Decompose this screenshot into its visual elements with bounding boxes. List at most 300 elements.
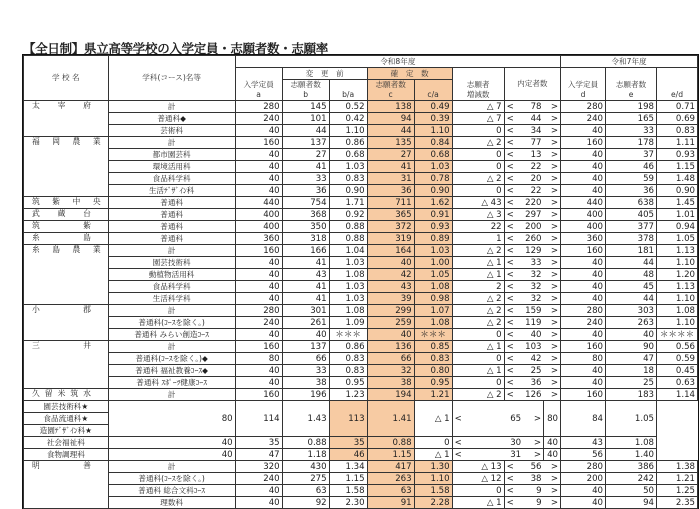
admissions-table xyxy=(23,55,698,509)
capacity-d: 200 xyxy=(561,473,606,485)
gt-symbol: > xyxy=(544,113,561,125)
applicants-e: 198 xyxy=(606,101,657,113)
capacity-a: 400 xyxy=(235,209,282,221)
applicants-b: 35 xyxy=(235,437,282,449)
gt-symbol: > xyxy=(544,221,561,233)
gt-symbol: > xyxy=(544,233,561,245)
table-row xyxy=(24,485,698,497)
applicants-e: 25 xyxy=(606,377,657,389)
applicants-c: 66 xyxy=(367,353,414,365)
lt-symbol: < xyxy=(504,149,523,161)
ratio-ca: 0.80 xyxy=(414,365,452,377)
gt-symbol: > xyxy=(544,137,561,149)
capacity-a: 240 xyxy=(235,473,282,485)
naitei-count: 22 xyxy=(523,185,543,197)
capacity-a: 40 xyxy=(235,149,282,161)
capacity-d: 40 xyxy=(561,365,606,377)
capacity-d: 40 xyxy=(561,281,606,293)
ratio-ba: 0.86 xyxy=(329,341,367,353)
increase: 0 xyxy=(452,329,504,341)
capacity-d: 440 xyxy=(561,197,606,209)
naitei-count: 126 xyxy=(525,389,542,400)
header-applicants-b: 志願者数 b xyxy=(282,80,329,101)
applicants-b: 36 xyxy=(282,185,329,197)
increase: △ 2 xyxy=(452,245,504,257)
dept-name: 食品科学科 xyxy=(108,173,235,185)
header-dept: 学科(コース)名等 xyxy=(108,56,235,101)
ratio-ba: 1.23 xyxy=(329,389,367,401)
ratio-ca: 0.39 xyxy=(414,113,452,125)
gt-symbol: > xyxy=(523,437,543,449)
dept-name: 動植物活用科 xyxy=(108,269,235,281)
table-row xyxy=(24,125,698,137)
header-naitei: 内定者数 xyxy=(504,68,560,101)
applicants-b: 430 xyxy=(282,461,329,473)
ratio-ed: 0.90 xyxy=(657,185,698,197)
gt-symbol: > xyxy=(544,209,561,221)
page-title: 【全日制】県立高等学校の入学定員・志願者数・志願率 xyxy=(23,41,329,56)
gt-symbol: > xyxy=(544,317,561,329)
table-row xyxy=(24,353,698,365)
capacity-a: 40 xyxy=(235,173,282,185)
ratio-ed: 1.21 xyxy=(657,473,698,485)
applicants-e: 56 xyxy=(561,449,606,461)
ratio-ca: 1.00 xyxy=(414,257,452,269)
table-row xyxy=(24,317,698,329)
applicants-b: 38 xyxy=(282,377,329,389)
table-row xyxy=(24,437,698,449)
table-row xyxy=(24,401,698,413)
lt-symbol: < xyxy=(504,113,523,125)
table-row xyxy=(24,185,698,197)
applicants-e: 263 xyxy=(606,317,657,329)
capacity-d: 40 xyxy=(561,161,606,173)
ratio-ba: 0.90 xyxy=(329,185,367,197)
increase: 0 xyxy=(452,185,504,197)
table-row xyxy=(24,293,698,305)
table-row xyxy=(24,269,698,281)
capacity-d: 400 xyxy=(561,209,606,221)
naitei-count: 40 xyxy=(523,329,543,341)
increase: △ 7 xyxy=(452,113,504,125)
capacity-d: 280 xyxy=(561,305,606,317)
applicants-b: 368 xyxy=(282,209,329,221)
gt-symbol: > xyxy=(544,473,561,485)
lt-symbol: < xyxy=(504,377,523,389)
ratio-ba: 1.03 xyxy=(329,281,367,293)
capacity-a: 80 xyxy=(235,353,282,365)
header-capacity-a: 入学定員 a xyxy=(235,68,282,101)
applicants-b: 47 xyxy=(235,449,282,461)
applicants-e: 386 xyxy=(606,461,657,473)
ratio-ba: 1.03 xyxy=(329,257,367,269)
naitei-count: 38 xyxy=(523,473,543,485)
lt-symbol: < xyxy=(504,173,523,185)
naitei-count: 65 xyxy=(504,401,523,437)
increase: △ 2 xyxy=(452,317,504,329)
applicants-e: 90 xyxy=(606,341,657,353)
ratio-ca: 1.15 xyxy=(367,449,414,461)
applicants-c: 31 xyxy=(367,173,414,185)
table-row xyxy=(24,197,698,209)
lt-symbol: < xyxy=(504,161,523,173)
applicants-c: 135 xyxy=(367,137,414,149)
ratio-ed: 1.40 xyxy=(606,449,657,461)
ratio-ca: 1.05 xyxy=(414,269,452,281)
applicants-e: 181 xyxy=(606,245,657,257)
table-row xyxy=(24,233,698,245)
gt-symbol: > xyxy=(544,185,561,197)
applicants-b: 301 xyxy=(282,305,329,317)
increase: 0 xyxy=(452,161,504,173)
ratio-ca: 0.78 xyxy=(414,173,452,185)
capacity-d: 280 xyxy=(561,101,606,113)
applicants-c: 299 xyxy=(367,305,414,317)
applicants-e: 18 xyxy=(606,365,657,377)
ratio-ed: 1.10 xyxy=(657,293,698,305)
table-row xyxy=(24,245,698,257)
increase: △ 1 xyxy=(414,401,452,437)
applicants-b: 43 xyxy=(282,269,329,281)
dept-name: 計 xyxy=(108,305,235,317)
applicants-e: 405 xyxy=(606,209,657,221)
applicants-c: 27 xyxy=(367,149,414,161)
increase: △ 1 xyxy=(452,365,504,377)
capacity-d: 400 xyxy=(561,221,606,233)
table-row xyxy=(24,149,698,161)
applicants-b: 114 xyxy=(235,401,282,437)
applicants-e: 59 xyxy=(606,173,657,185)
ratio-ca: 1.07 xyxy=(414,305,452,317)
ratio-ed: 0.59 xyxy=(657,353,698,365)
naitei-count: 31 xyxy=(504,449,523,461)
ratio-ca: 1.62 xyxy=(414,197,452,209)
applicants-b: 41 xyxy=(282,161,329,173)
header-applicants-c: 志願者数 c xyxy=(367,80,414,101)
dept-name: 普通科 xyxy=(108,209,235,221)
header-ca: c/a xyxy=(414,80,452,101)
school-name: 筑 紫 中 央 xyxy=(24,197,109,209)
increase: 0 xyxy=(452,353,504,365)
gt-symbol: > xyxy=(544,245,561,257)
increase: △ 2 xyxy=(452,173,504,185)
ratio-ca: 1.08 xyxy=(414,317,452,329)
ratio-ed: 1.05 xyxy=(606,401,657,437)
header-r8: 令和8年度 xyxy=(235,56,560,68)
applicants-b: 261 xyxy=(282,317,329,329)
ratio-ca: ＊＊＊ xyxy=(414,329,452,341)
increase: △ 2 xyxy=(452,389,504,401)
increase: △ 7 xyxy=(452,101,504,113)
applicants-c: 136 xyxy=(367,341,414,353)
applicants-c: 711 xyxy=(367,197,414,209)
capacity-a: 40 xyxy=(235,485,282,497)
applicants-c: 41 xyxy=(367,161,414,173)
applicants-e: 183 xyxy=(606,389,657,401)
gt-symbol: > xyxy=(544,161,561,173)
school-name: 筑 紫 xyxy=(24,221,109,233)
applicants-c: 32 xyxy=(367,365,414,377)
table-row xyxy=(24,449,698,461)
ratio-ba: 0.88 xyxy=(329,221,367,233)
increase: 2 xyxy=(452,281,504,293)
capacity-a: 160 xyxy=(235,341,282,353)
ratio-ed: 1.11 xyxy=(657,137,698,149)
capacity-d: 40 xyxy=(561,125,606,137)
dept-name: 園芸技術科★ xyxy=(24,401,109,413)
lt-symbol: < xyxy=(504,101,523,113)
ratio-ba: 0.95 xyxy=(329,377,367,389)
ratio-ba: 1.58 xyxy=(329,485,367,497)
capacity-d: 160 xyxy=(561,137,606,149)
increase: △ 2 xyxy=(452,137,504,149)
applicants-e: 242 xyxy=(606,473,657,485)
applicants-b: 40 xyxy=(282,329,329,341)
gt-symbol: > xyxy=(523,401,543,437)
header-applicants-e: 志願者数 e xyxy=(606,68,657,101)
capacity-d: 360 xyxy=(561,233,606,245)
ratio-ed: 1.25 xyxy=(657,485,698,497)
gt-symbol: > xyxy=(544,353,561,365)
ratio-ba: 1.09 xyxy=(329,317,367,329)
lt-symbol: < xyxy=(452,401,504,437)
capacity-d: 40 xyxy=(561,149,606,161)
naitei-count: 119 xyxy=(525,317,542,328)
applicants-c: 259 xyxy=(367,317,414,329)
dept-name: 生活ﾃﾞｻﾞｲﾝ科 xyxy=(108,185,235,197)
applicants-b: 137 xyxy=(282,137,329,149)
gt-symbol: > xyxy=(523,449,543,461)
dept-name: 社会福祉科 xyxy=(24,437,109,449)
dept-name: 造園ﾃﾞｻﾞｲﾝ科★ xyxy=(24,425,109,437)
capacity-d: 80 xyxy=(544,401,561,437)
table-row xyxy=(24,101,698,113)
ratio-ba: 1.18 xyxy=(282,449,329,461)
increase: 22 xyxy=(452,221,504,233)
lt-symbol: < xyxy=(504,317,523,329)
lt-symbol: < xyxy=(504,245,523,257)
ratio-ca: 0.49 xyxy=(414,101,452,113)
capacity-d: 40 xyxy=(561,185,606,197)
capacity-d: 160 xyxy=(561,389,606,401)
dept-name: 食品流通科★ xyxy=(24,413,109,425)
capacity-a: 80 xyxy=(108,401,235,437)
ratio-ca: 1.30 xyxy=(414,461,452,473)
ratio-ca: 0.83 xyxy=(414,353,452,365)
lt-symbol: < xyxy=(504,209,523,221)
naitei-count: 297 xyxy=(525,209,542,220)
ratio-ed: ＊＊＊＊ xyxy=(657,329,698,341)
applicants-b: 275 xyxy=(282,473,329,485)
applicants-b: 63 xyxy=(282,485,329,497)
lt-symbol: < xyxy=(504,365,523,377)
capacity-a: 320 xyxy=(235,461,282,473)
header-r7: 令和7年度 xyxy=(561,56,698,68)
dept-name: 普通科 xyxy=(108,197,235,209)
capacity-a: 40 xyxy=(108,449,235,461)
table-row xyxy=(24,257,698,269)
naitei-count: 260 xyxy=(525,233,542,244)
applicants-c: 138 xyxy=(367,101,414,113)
table-row xyxy=(24,461,698,473)
school-name: 糸 島 xyxy=(24,233,109,245)
applicants-c: 63 xyxy=(367,485,414,497)
gt-symbol: > xyxy=(544,257,561,269)
ratio-ca: 1.08 xyxy=(414,281,452,293)
school-name: 太 宰 府 xyxy=(24,101,109,137)
ratio-ba: 1.08 xyxy=(329,269,367,281)
applicants-c: 319 xyxy=(367,233,414,245)
dept-name: 普通科(ｺｰｽを除く。) xyxy=(108,317,235,329)
capacity-d: 240 xyxy=(561,113,606,125)
naitei-count: 56 xyxy=(523,461,543,473)
school-name: 武 蔵 台 xyxy=(24,209,109,221)
lt-symbol: < xyxy=(504,281,523,293)
capacity-a: 40 xyxy=(235,293,282,305)
table-row xyxy=(24,173,698,185)
increase: 0 xyxy=(452,485,504,497)
applicants-e: 378 xyxy=(606,233,657,245)
header-confirmed: 確 定 数 xyxy=(367,68,452,80)
ratio-ba: ＊＊＊ xyxy=(329,329,367,341)
ratio-ba: 1.10 xyxy=(329,125,367,137)
naitei-count: 78 xyxy=(523,101,543,113)
naitei-count: 9 xyxy=(523,485,543,497)
applicants-b: 318 xyxy=(282,233,329,245)
applicants-c: 44 xyxy=(367,125,414,137)
ratio-ca: 1.03 xyxy=(414,245,452,257)
dept-name: 計 xyxy=(108,389,235,401)
gt-symbol: > xyxy=(544,173,561,185)
dept-name: 普通科(ｺｰｽを除く。)◆ xyxy=(108,353,235,365)
applicants-b: 66 xyxy=(282,353,329,365)
school-name: 福 岡 農 業 xyxy=(24,137,109,197)
lt-symbol: < xyxy=(504,125,523,137)
increase: 0 xyxy=(414,437,452,449)
applicants-e: 36 xyxy=(606,185,657,197)
ratio-ed: 0.71 xyxy=(657,101,698,113)
header-before-change: 変 更 前 xyxy=(282,68,367,80)
capacity-a: 160 xyxy=(235,137,282,149)
ratio-ca: 0.91 xyxy=(414,209,452,221)
table-row xyxy=(24,221,698,233)
applicants-c: 365 xyxy=(367,209,414,221)
applicants-e: 94 xyxy=(606,497,657,509)
table-row xyxy=(24,305,698,317)
applicants-e: 47 xyxy=(606,353,657,365)
applicants-b: 41 xyxy=(282,257,329,269)
applicants-b: 196 xyxy=(282,389,329,401)
lt-symbol: < xyxy=(504,497,523,509)
lt-symbol: < xyxy=(504,221,523,233)
ratio-ed: 1.48 xyxy=(657,173,698,185)
ratio-ed: 1.10 xyxy=(657,257,698,269)
gt-symbol: > xyxy=(544,149,561,161)
dept-name: 普通科 xyxy=(108,221,235,233)
table-row xyxy=(24,389,698,401)
ratio-ca: 0.95 xyxy=(414,377,452,389)
applicants-c: 35 xyxy=(329,437,367,449)
dept-name: 環境活用科 xyxy=(108,161,235,173)
ratio-ba: 0.68 xyxy=(329,149,367,161)
gt-symbol: > xyxy=(544,485,561,497)
applicants-e: 84 xyxy=(561,401,606,437)
header-school: 学 校 名 xyxy=(24,56,109,101)
ratio-ba: 1.03 xyxy=(329,161,367,173)
naitei-count: 220 xyxy=(525,197,542,208)
naitei-count: 129 xyxy=(525,245,542,256)
naitei-count: 200 xyxy=(525,221,542,232)
naitei-count: 25 xyxy=(523,365,543,377)
applicants-c: 263 xyxy=(367,473,414,485)
ratio-ba: 0.92 xyxy=(329,209,367,221)
ratio-ed: 1.45 xyxy=(657,197,698,209)
applicants-c: 113 xyxy=(329,401,367,437)
naitei-count: 77 xyxy=(523,137,543,149)
dept-name: 普通科 総合文科ｺｰｽ xyxy=(108,485,235,497)
applicants-b: 33 xyxy=(282,173,329,185)
ratio-ca: 0.68 xyxy=(414,149,452,161)
ratio-ed: 0.56 xyxy=(657,341,698,353)
applicants-c: 39 xyxy=(367,293,414,305)
ratio-ca: 0.93 xyxy=(414,221,452,233)
table-row xyxy=(24,377,698,389)
increase: 0 xyxy=(452,125,504,137)
dept-name: 計 xyxy=(108,341,235,353)
ratio-ed: 1.20 xyxy=(657,269,698,281)
ratio-ed: 0.94 xyxy=(657,221,698,233)
naitei-count: 32 xyxy=(523,293,543,305)
dept-name: 普通科◆ xyxy=(108,113,235,125)
dept-name: 理数科 xyxy=(108,497,235,509)
applicants-b: 145 xyxy=(282,101,329,113)
gt-symbol: > xyxy=(544,461,561,473)
capacity-a: 240 xyxy=(235,113,282,125)
increase: △ 2 xyxy=(452,293,504,305)
header-ed: e/d xyxy=(657,68,698,101)
capacity-d: 40 xyxy=(561,293,606,305)
table-row xyxy=(24,137,698,149)
applicants-e: 303 xyxy=(606,305,657,317)
ratio-ca: 0.88 xyxy=(367,437,414,449)
applicants-b: 27 xyxy=(282,149,329,161)
lt-symbol: < xyxy=(504,473,523,485)
lt-symbol: < xyxy=(504,185,523,197)
naitei-count: 20 xyxy=(523,173,543,185)
capacity-d: 40 xyxy=(561,173,606,185)
increase: △ 3 xyxy=(452,209,504,221)
ratio-ca: 2.28 xyxy=(414,497,452,509)
ratio-ed: 0.69 xyxy=(657,113,698,125)
naitei-count: 34 xyxy=(523,125,543,137)
ratio-ba: 1.34 xyxy=(329,461,367,473)
lt-symbol: < xyxy=(504,137,523,149)
school-name: 小 郡 xyxy=(24,305,109,341)
lt-symbol: < xyxy=(504,341,523,353)
header-increase: 志願者 増減数 xyxy=(452,68,504,101)
lt-symbol: < xyxy=(504,305,523,317)
capacity-a: 40 xyxy=(235,257,282,269)
applicants-e: 48 xyxy=(606,269,657,281)
ratio-ba: 2.30 xyxy=(329,497,367,509)
capacity-a: 40 xyxy=(235,269,282,281)
capacity-a: 240 xyxy=(235,317,282,329)
gt-symbol: > xyxy=(544,341,561,353)
capacity-a: 280 xyxy=(235,305,282,317)
ratio-ca: 0.98 xyxy=(414,293,452,305)
lt-symbol: < xyxy=(504,233,523,245)
capacity-a: 160 xyxy=(235,389,282,401)
